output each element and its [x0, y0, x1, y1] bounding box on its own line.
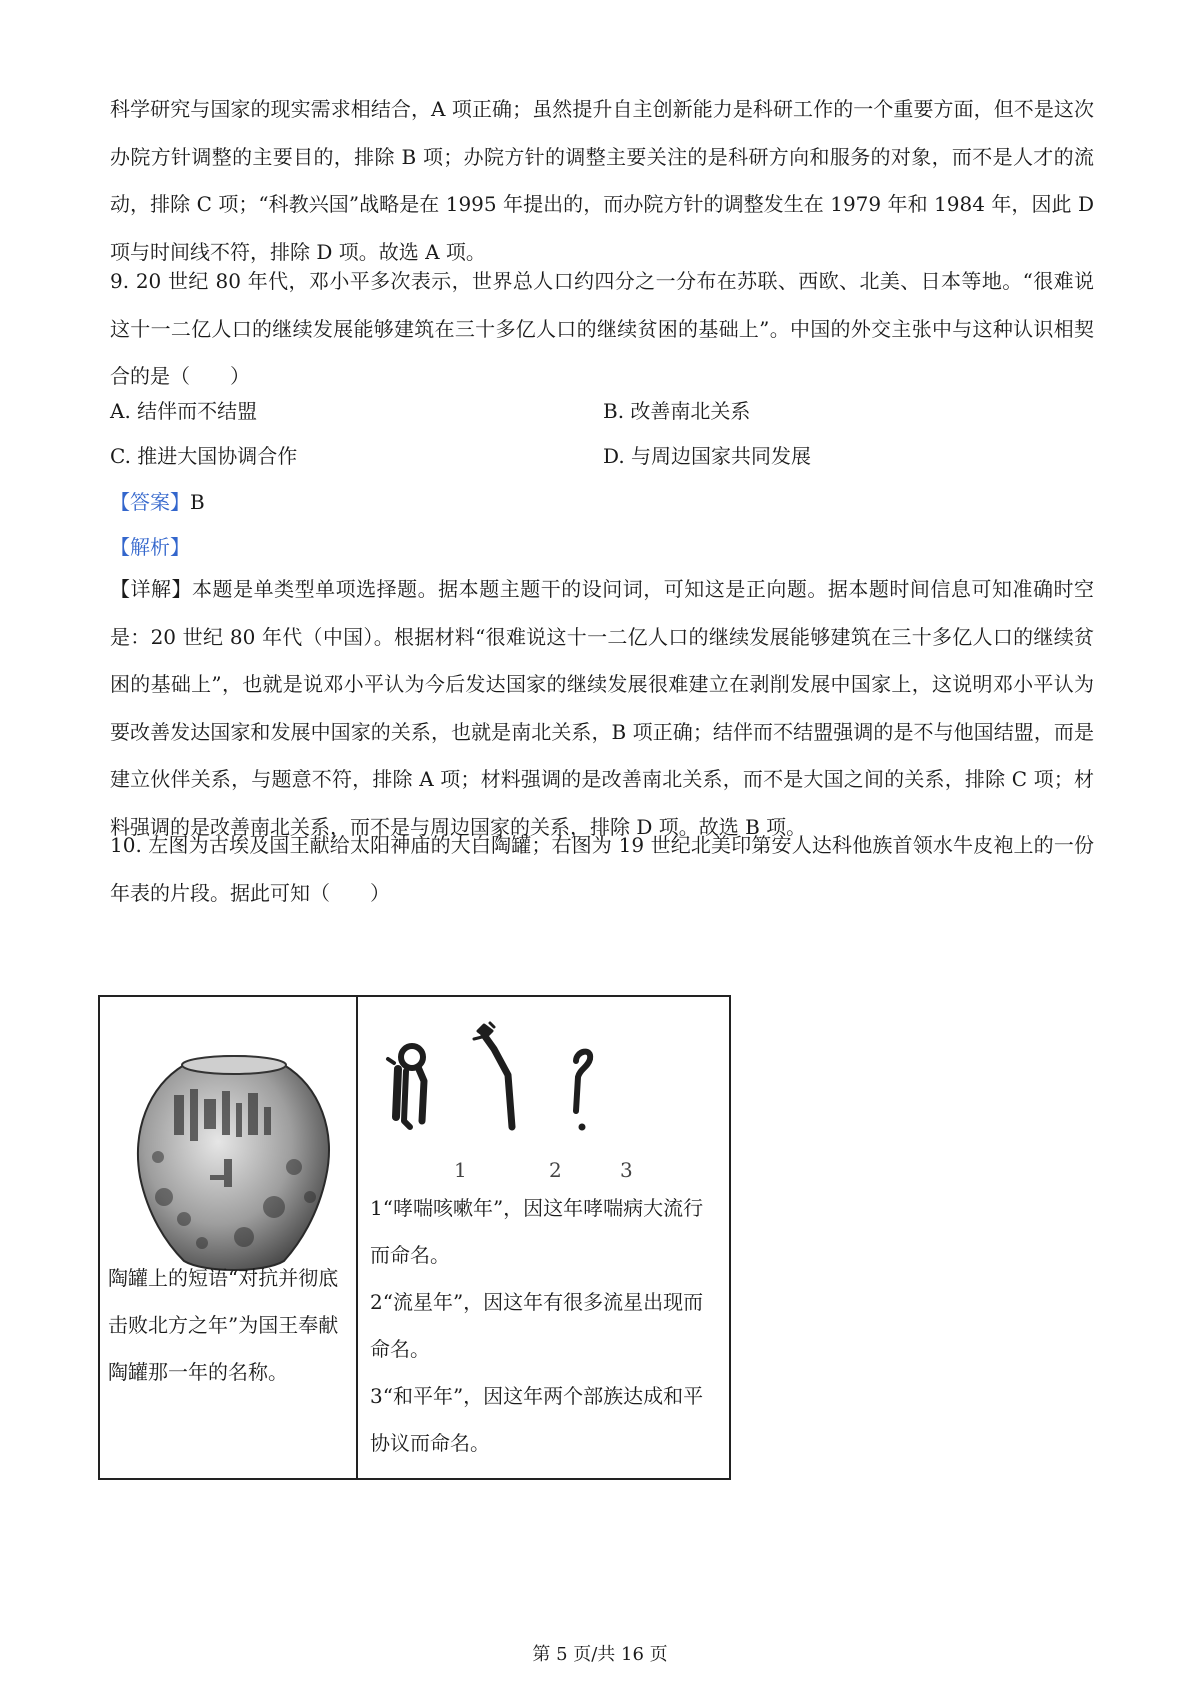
- dakota-winter-count-glyphs: [370, 1017, 700, 1157]
- answer-value: B: [190, 490, 205, 514]
- winter-count-list: [370, 1185, 722, 1467]
- analysis-tag: 【解析】: [110, 535, 190, 559]
- winter-count-item-2: 2“流星年”，因这年有很多流星出现而命名。: [370, 1290, 704, 1361]
- winter-count-item-1: 1“哮喘咳嗽年”，因这年哮喘病大流行而命名。: [370, 1196, 704, 1267]
- egyptian-jar-image: [114, 1047, 346, 1282]
- answer-tag: 【答案】: [110, 490, 190, 514]
- q9-option-d: D. 与周边国家共同发展: [603, 444, 812, 468]
- q9-answer: [110, 487, 205, 517]
- q9-option-a: A. 结伴而不结盟: [110, 399, 258, 423]
- jar-caption: 陶罐上的短语“对抗并彻底击败北方之年”为国王奉献陶罐那一年的名称。: [108, 1266, 339, 1384]
- q9-option-b: B. 改善南北关系: [603, 399, 751, 423]
- page-footer: 第 5 页/共 16 页: [532, 1644, 668, 1665]
- glyph-number-2: 2: [549, 1158, 562, 1182]
- q9-option-c: C. 推进大国协调合作: [110, 444, 298, 468]
- q10-material-table: [98, 995, 731, 1480]
- glyph-number-3: 3: [620, 1158, 633, 1182]
- intro-paragraph: 科学研究与国家的现实需求相结合，A 项正确；虽然提升自主创新能力是科研工作的一个重要方面，但不是这次办院方针调整的主要目的，排除 B 项；办院方针的调整主要关注的是科研方向和服务的对象，而不是人才的流动，排除 C 项；“科教兴国”战略是在 1995 年提出的，而办院方针的调整发生在 1979 年和 1984 年，因此 D 项与时间线不符，排除 D 项。故选 A 项。: [110, 97, 1094, 264]
- question-9-stem: 9. 20 世纪 80 年代，邓小平多次表示，世界总人口约四分之一分布在苏联、西欧、北美、日本等地。“很难说这十一二亿人口的继续发展能够建筑在三十多亿人口的继续贫困的基础上”。中国的外交主张中与这种认识相契合的是（ ）: [110, 269, 1094, 388]
- winter-count-item-3: 3“和平年”，因这年两个部族达成和平协议而命名。: [370, 1384, 704, 1455]
- glyph-number-1: 1: [454, 1158, 467, 1182]
- q9-detail: 【详解】本题是单类型单项选择题。据本题主题干的设问词，可知这是正向题。据本题时间信息可知准确时空是：20 世纪 80 年代（中国）。根据材料“很难说这十一二亿人口的继续发展能够建筑在三十多亿人口的继续贫困的基础上”，也就是说邓小平认为今后发达国家的继续发展很难建立在剥削发展中国家上，这说明邓小平认为要改善发达国家和发展中国家的关系，也就是南北关系，B 项正确；结伴而不结盟强调的是不与他国结盟，而是建立伙伴关系，与题意不符，排除 A 项；材料强调的是改善南北关系，而不是大国之间的关系，排除 C 项；材料强调的是改善南北关系，而不是与周边国家的关系，排除 D 项。故选 B 项。: [110, 577, 1094, 839]
- table-divider: [356, 997, 358, 1478]
- question-10-stem: 10. 左图为古埃及国王献给太阳神庙的大白陶罐；右图为 19 世纪北美印第安人达科他族首领水牛皮袍上的一份年表的片段。据此可知（ ）: [110, 833, 1094, 905]
